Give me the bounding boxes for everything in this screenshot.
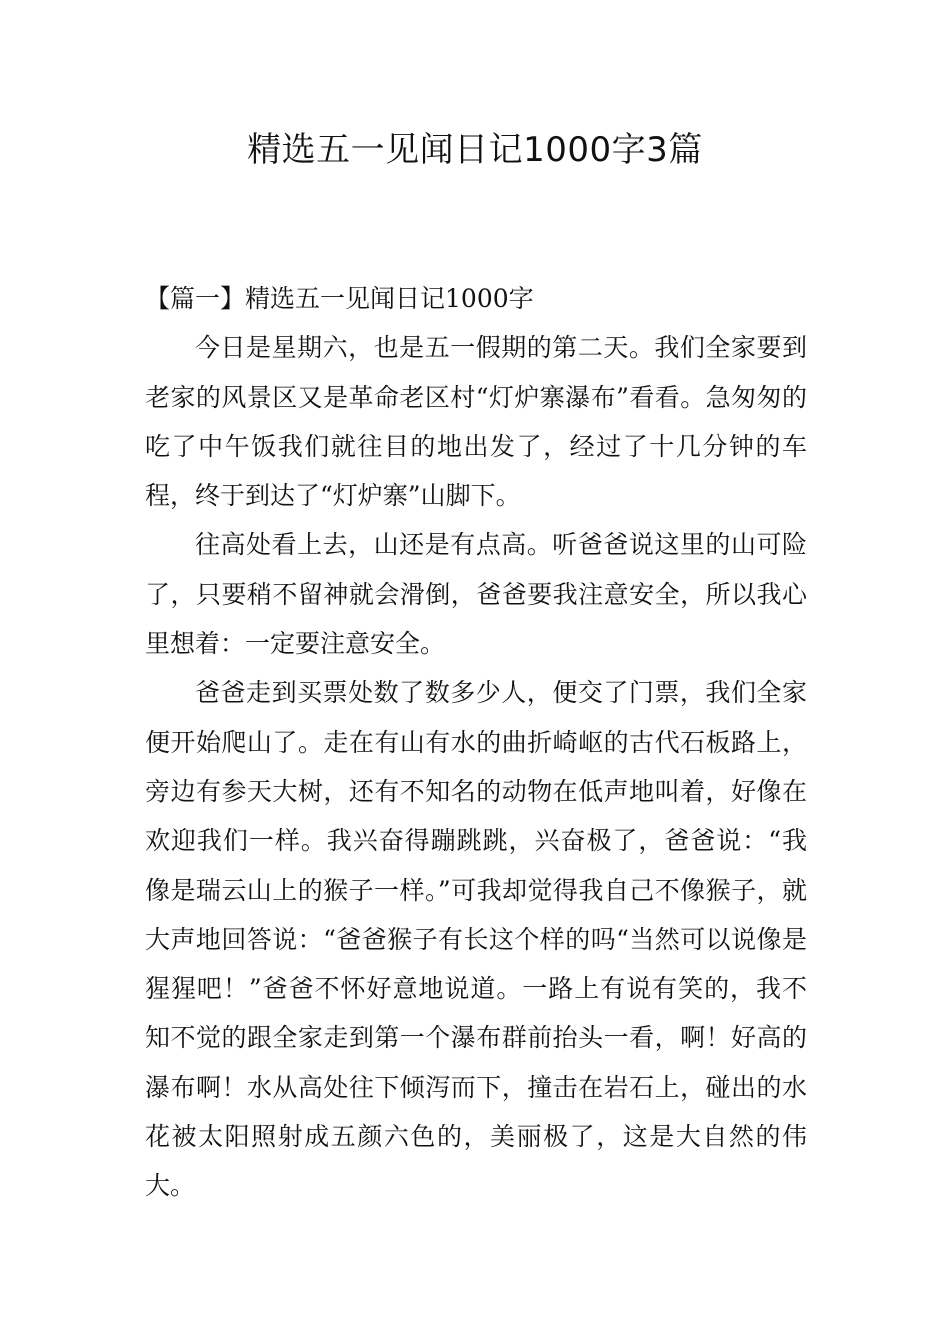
section-heading: 【篇一】精选五一见闻日记1000字 [145, 284, 534, 313]
document-title: 精选五一见闻日记1000字3篇 [247, 130, 703, 170]
paragraph-3: 爸爸走到买票处数了数多少人，便交了门票，我们全家便开始爬山了。走在有山有水的曲折崎岖的古代石板路上，旁边有参天大树，还有不知名的动物在低声地叫着，好像在欢迎我们一样。我兴奋得蹦跳跳，兴奋极了，爸爸说：“我像是瑞云山上的猴子一样。”可我却觉得我自己不像猴子，就大声地回答说：“爸爸猴子有长这个样的吗“当然可以说像是猩猩吧！”爸爸不怀好意地说道。一路上有说有笑的，我不知不觉的跟全家走到第一个瀑布群前抬头一看，啊！好高的瀑布啊！水从高处往下倾泻而下，撞击在岩石上，碰出的水花被太阳照射成五颜六色的，美丽极了，这是大自然的伟大。 [145, 678, 807, 1201]
paragraph-1: 今日是星期六，也是五一假期的第二天。我们全家要到老家的风景区又是革命老区村“灯炉寨瀑布”看看。急匆匆的吃了中午饭我们就往目的地出发了，经过了十几分钟的车程，终于到达了“灯炉寨”山脚下。 [145, 333, 807, 511]
document-body [145, 274, 807, 1211]
paragraph-2: 往高处看上去，山还是有点高。听爸爸说这里的山可险了，只要稍不留神就会滑倒，爸爸要我注意安全，所以我心里想着：一定要注意安全。 [145, 530, 807, 659]
